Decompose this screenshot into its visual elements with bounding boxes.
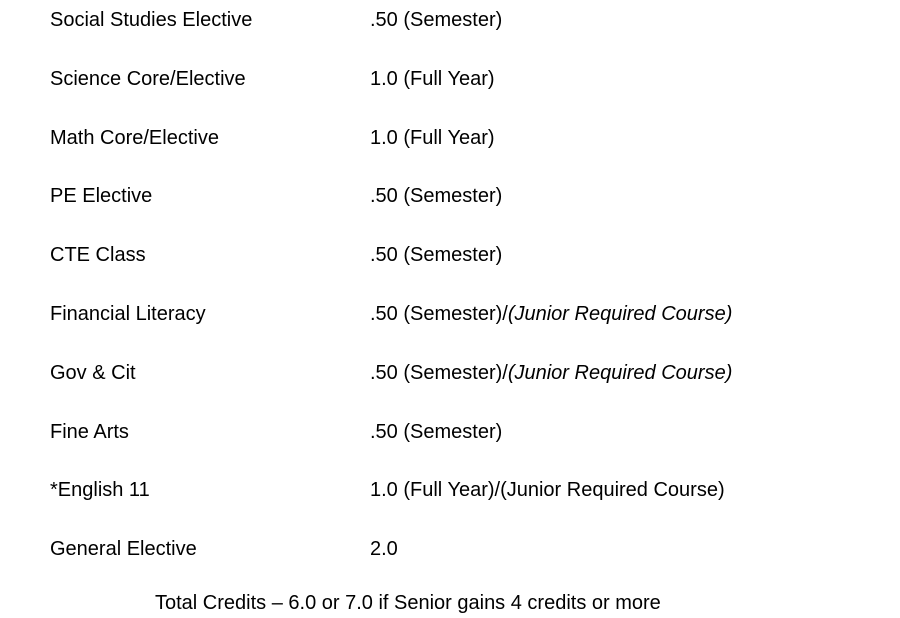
course-row <box>0 181 900 211</box>
course-name: Social Studies Elective <box>50 9 253 31</box>
credit-value: 2.0 <box>370 538 398 560</box>
credit-value: .50 (Semester) <box>370 9 503 31</box>
course-row <box>0 299 900 329</box>
course-credit <box>370 181 502 211</box>
credit-value: .50 (Semester)/ <box>370 362 508 384</box>
course-credit <box>370 123 495 153</box>
course-row <box>0 358 900 388</box>
course-row <box>0 5 900 35</box>
course-name: General Elective <box>50 538 197 560</box>
course-credit <box>370 5 502 35</box>
course-row <box>0 123 900 153</box>
credit-note: (Junior Required Course) <box>507 303 733 325</box>
course-name: Math Core/Elective <box>50 127 219 149</box>
course-row <box>0 64 900 94</box>
course-name: Gov & Cit <box>50 362 136 384</box>
course-row <box>0 534 900 564</box>
course-credit <box>370 64 495 94</box>
course-name: PE Elective <box>50 185 153 207</box>
course-row <box>0 417 900 447</box>
course-credit <box>370 534 398 564</box>
course-row <box>0 475 900 505</box>
credit-value: .50 (Semester) <box>370 244 503 266</box>
course-name: CTE Class <box>50 244 146 266</box>
course-credit <box>370 417 502 447</box>
course-name: Science Core/Elective <box>50 68 246 90</box>
credit-value: 1.0 (Full Year) <box>370 68 495 90</box>
credit-value: 1.0 (Full Year)/(Junior Required Course) <box>370 479 725 501</box>
course-name: *English 11 <box>50 479 150 501</box>
credit-value: .50 (Semester)/ <box>370 303 508 325</box>
total-credits-line: Total Credits – 6.0 or 7.0 if Senior gains 4 credits or more <box>155 592 661 614</box>
course-credit <box>370 475 725 505</box>
credit-value: 1.0 (Full Year) <box>370 127 495 149</box>
course-credit <box>370 299 732 329</box>
course-row <box>0 240 900 270</box>
course-name: Fine Arts <box>50 421 129 443</box>
course-credit <box>370 358 732 388</box>
credit-value: .50 (Semester) <box>370 421 503 443</box>
course-name: Financial Literacy <box>50 303 206 325</box>
credit-value: .50 (Semester) <box>370 185 503 207</box>
credit-note: (Junior Required Course) <box>507 362 733 384</box>
course-credit <box>370 240 502 270</box>
